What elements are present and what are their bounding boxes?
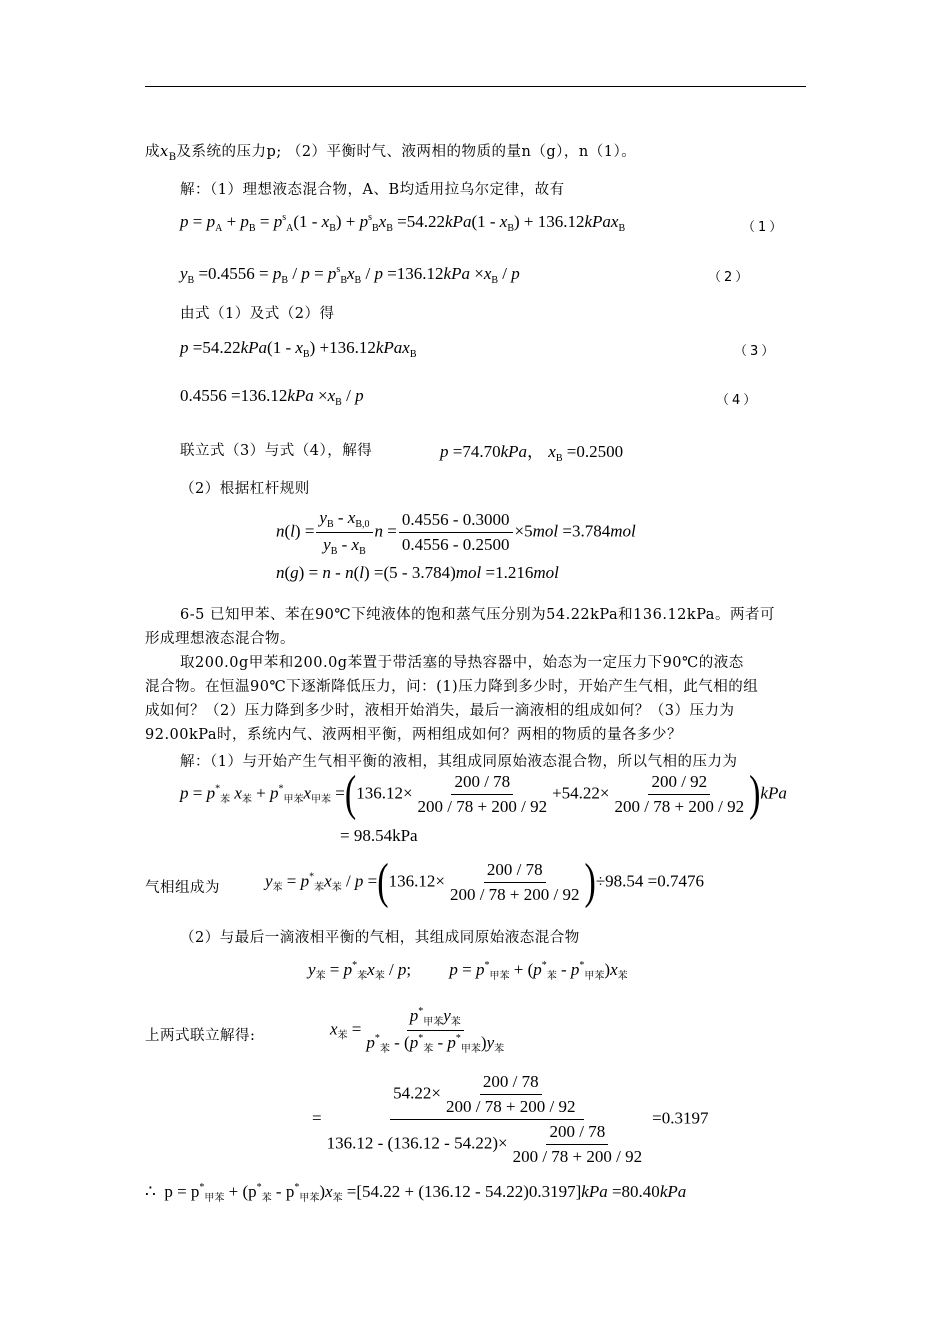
eq3-number: （3） [734, 344, 778, 359]
eq1: $p = p_A + p_B = p^s_A(1 - x_B) + p^s_Bx_B =54.22kPa(1 - x_B)$ + 136.12kPax$_B$ [180, 212, 626, 234]
eq-p-result: = 98.54kPa [340, 826, 418, 845]
p65-line2: 形成理想液态混合物。 [145, 631, 295, 647]
eq4: $0.4556 =136.12kPa \times x_B / p$ [180, 386, 364, 408]
eq-y: $y_苯 = p^*_苯x_苯 / p =(136.12\times$ $\frac{200 / 78}{200 / 78 + 200 / 92}$ )÷98.54 =0.7476 [265, 854, 704, 909]
eq-x: $x_苯$ = $\frac{p^*_{甲苯}y_苯}{p^*_苯 - (p^*_苯 - p^*_{甲苯})y_苯}$ [330, 1006, 505, 1055]
line-top: 成$x_B$及系统的压力p; （2）平衡时气、液两相的物质的量n（g），n（1）。 [145, 144, 637, 163]
eq2-number: （2） [708, 270, 752, 285]
eq-pair: $y_苯 = p^*_苯x_苯 / p$; $p = p^*_{甲苯} + (p^*_苯 - p^*_{甲苯})x_苯$ [308, 960, 628, 982]
solve-label: 联立式（3）与式（4），解得 [180, 443, 373, 459]
header-rule [145, 86, 806, 87]
eq-p: $p = p^*_苯$ $x_苯 + p^*_{甲苯}x_{甲苯} =(136.12\times$ $\frac{200 / 78}{200 / 78 + 200 / 92}$ +54.22× $\frac{200 / 92}{200 / 78 + 200 / 92}$ )kPa [180, 766, 787, 821]
gas-label: 气相组成为 [145, 880, 220, 896]
p66-line2: 混合物。在恒温90℃下逐渐降低压力，问：(1)压力降到多少时，开始产生气相，此气相的组 [145, 679, 759, 695]
p66-line3: 成如何？（2）压力降到多少时，液相开始消失，最后一滴液相的组成如何？（3）压力为 [145, 703, 735, 719]
last-drop: （2）与最后一滴液相平衡的气相，其组成同原始液态混合物 [180, 930, 580, 946]
solve-result: p =74.70kPa， $x_B =0.2500$ [440, 442, 624, 464]
sol1-intro: 解：（1）理想液态混合物，A、B均适用拉乌尔定律，故有 [180, 182, 565, 198]
eq2: $y_B =0.4556 = p_B / p = p^s_Bx_B / p =136.12kPa \times x_B / p$ [180, 264, 520, 286]
eq-nl: n(l) = $\frac{y_B - x_{B,0}}{y_B - x_B}$ n = $\frac{0.4556 - 0.3000}{0.4556 - 0.2500}$ ×5mol =3.784mol [276, 508, 636, 557]
eq3: $p =54.22kPa(1 - x_B)$ +136.12kPax$_B$ [180, 338, 417, 360]
sol2-intro: 解：（1）与开始产生气相平衡的液相，其组成同原始液态混合物，所以气相的压力为 [180, 754, 738, 770]
p66-line1: 取200.0g甲苯和200.0g苯置于带活塞的导热容器中，始态为一定压力下90℃的液态 [180, 655, 744, 671]
p65-line1: 6-5 已知甲苯、苯在90℃下纯液体的饱和蒸气压分别为54.22kPa和136.12kPa。两者可 [180, 607, 775, 623]
eq-ng: n(g) = n - n(l) =(5 - 3.784)mol =1.216mol [276, 563, 559, 582]
eq-final: ∴ $p = p^*_{甲苯} + (p^*_苯 - p^*_{甲苯})x_苯 =[54.22 + (136.12 - 54.22)0.3197]kPa =80.40kPa$ [145, 1182, 687, 1204]
joint-label: 上两式联立解得: [145, 1028, 256, 1044]
eq4-number: （4） [716, 393, 760, 408]
lever-rule: （2）根据杠杆规则 [180, 481, 310, 497]
eq-x-result: = 54.22× $\frac{200 / 78}{200 / 78 + 200 / 92}$ 136.12 - (136.12 - 54.22)× $\frac{200 / 78}{200 / 78 + 200 / 92}$ =0.3197 [312, 1072, 709, 1166]
eq1-number: （1） [742, 220, 786, 235]
from-text: 由式（1）及式（2）得 [180, 306, 335, 322]
p66-line4: 92.00kPa时，系统内气、液两相平衡，两相组成如何？两相的物质的量各多少？ [145, 727, 683, 743]
